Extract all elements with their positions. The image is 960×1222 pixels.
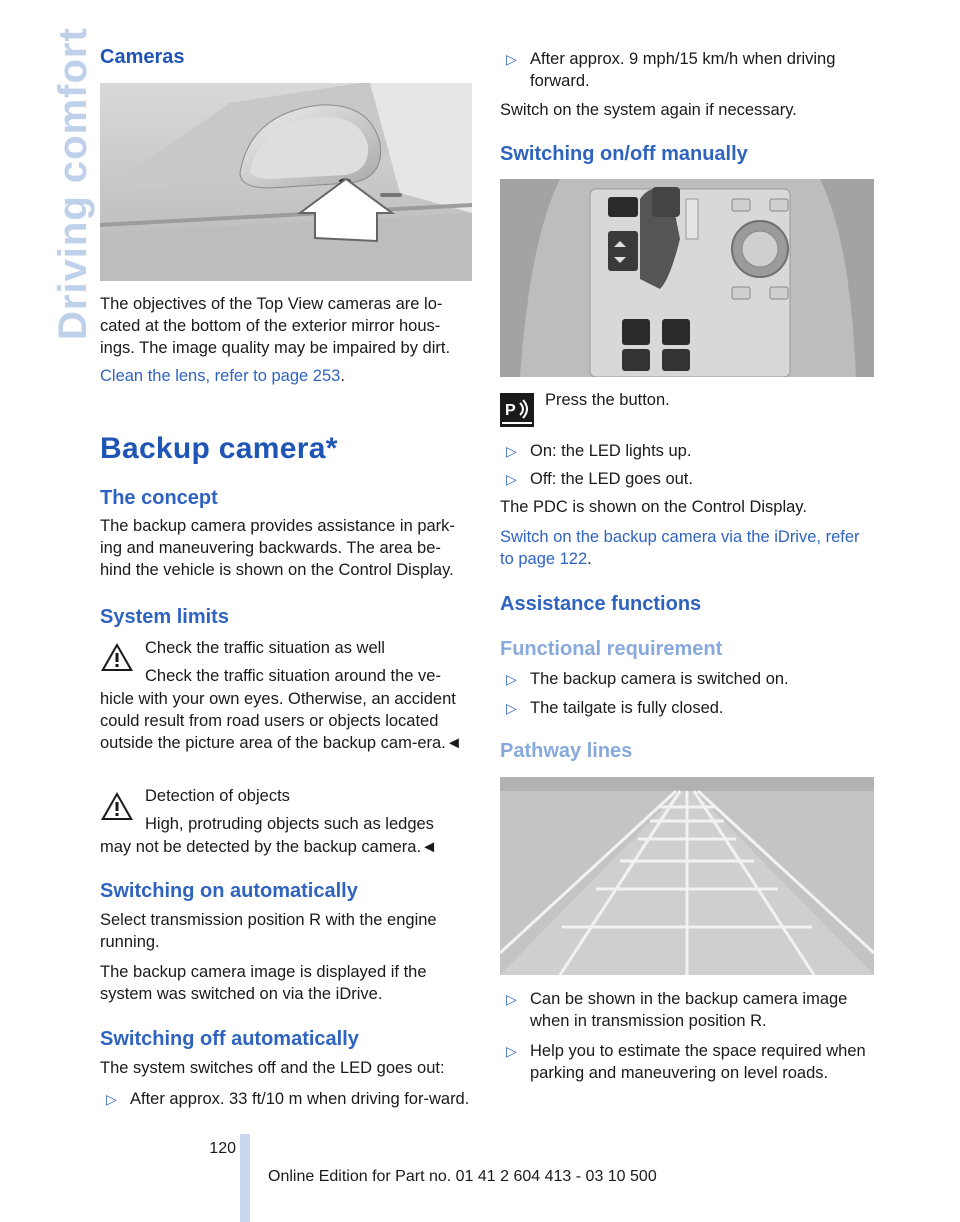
list-item — [500, 668, 874, 690]
list-item — [500, 697, 874, 719]
concept-heading: The concept — [100, 487, 218, 509]
auto-on-paragraph-2: The backup camera image is displayed if the system was switched on via the iDrive. — [100, 963, 427, 1003]
warning-triangle-icon — [100, 642, 134, 672]
bullet-arrow-icon: ▷ — [506, 471, 517, 487]
auto-off-bullet-1: After approx. 33 ft/10 m when driving for-ward. — [130, 1090, 470, 1108]
warning2-title: Detection of objects — [145, 787, 290, 805]
warning1-body: hicle with your own eyes. Otherwise, an accident could result from road users or objects located outside the picture area of the backup cam-era.◄ — [100, 690, 463, 752]
bullet-arrow-icon: ▷ — [506, 671, 517, 687]
pdc-text: The PDC is shown on the Control Display. — [500, 498, 807, 516]
list-item — [100, 1088, 472, 1110]
list-item — [500, 468, 874, 490]
footer-divider-bar — [240, 1134, 250, 1222]
console-illustration-svg — [500, 179, 874, 377]
list-item — [500, 1040, 874, 1084]
warning-triangle-icon — [100, 791, 134, 821]
press-button-text: Press the button. — [545, 391, 670, 409]
cameras-heading: Cameras — [100, 46, 185, 68]
system-limits-heading: System limits — [100, 606, 229, 628]
list-item — [500, 440, 874, 462]
clean-lens-link[interactable]: Clean the lens, refer to page 253 — [100, 367, 341, 385]
requirement-bullet-1: The backup camera is switched on. — [530, 670, 789, 688]
bullet-arrow-icon: ▷ — [506, 443, 517, 459]
clean-lens-period: . — [340, 367, 345, 385]
switching-off-automatically-heading: Switching off automatically — [100, 1028, 359, 1050]
functional-requirement-heading: Functional requirement — [500, 638, 723, 660]
clean-lens-reference — [100, 365, 472, 387]
bullet-arrow-icon: ▷ — [506, 991, 517, 1007]
bullet-on: On: the LED lights up. — [530, 442, 692, 460]
list-item — [500, 988, 874, 1032]
list-item — [500, 48, 874, 92]
pathway-bullet-1: Can be shown in the backup camera image when in transmission position R. — [530, 990, 848, 1030]
mirror-camera-illustration — [100, 83, 472, 281]
cameras-paragraph: The objectives of the Top View cameras are lo-cated at the bottom of the exterior mirror hous-ings. The image quality may be impaired by dirt. — [100, 295, 451, 357]
backup-camera-heading: Backup camera* — [100, 432, 338, 465]
footer-edition-text: Online Edition for Part no. 01 41 2 604 413 - 03 10 500 — [268, 1168, 657, 1185]
pathway-lines-heading: Pathway lines — [500, 740, 633, 762]
concept-paragraph: The backup camera provides assistance in park-ing and maneuvering backwards. The area be-hind the vehicle is shown on the Control Display. — [100, 517, 455, 579]
pathway-grid-svg — [500, 777, 874, 975]
bullet-arrow-icon: ▷ — [506, 51, 517, 67]
warning2-body: may not be detected by the backup camera.◄ — [100, 838, 438, 856]
bullet-arrow-icon: ▷ — [506, 1043, 517, 1059]
svg-text:P: P — [505, 402, 516, 419]
mirror-illustration-svg — [100, 83, 472, 281]
assistance-functions-heading: Assistance functions — [500, 593, 702, 615]
auto-off-paragraph: The system switches off and the LED goes out: — [100, 1059, 445, 1077]
bullet-9mph: After approx. 9 mph/15 km/h when driving forward. — [530, 50, 836, 90]
center-console-illustration — [500, 179, 874, 377]
warning1-first-line: Check the traffic situation around the ve- — [145, 667, 441, 685]
requirement-bullet-2: The tailgate is fully closed. — [530, 699, 724, 717]
bullet-arrow-icon: ▷ — [106, 1091, 117, 1107]
manual-switching-heading: Switching on/off manually — [500, 143, 748, 165]
pathway-bullet-2: Help you to estimate the space required when parking and maneuvering on level roads. — [530, 1042, 866, 1082]
page-number: 120 — [209, 1140, 236, 1157]
pdc-button-icon — [500, 393, 534, 427]
warning2-first-line: High, protruding objects such as ledges — [145, 815, 434, 833]
idrive-reference — [500, 526, 874, 570]
chapter-title: Driving comfort — [51, 27, 95, 340]
idrive-period: . — [587, 550, 592, 568]
switch-again-text: Switch on the system again if necessary. — [500, 101, 797, 119]
bullet-off: Off: the LED goes out. — [530, 470, 693, 488]
pathway-lines-illustration — [500, 777, 874, 975]
bullet-arrow-icon: ▷ — [506, 700, 517, 716]
chapter-side-tab — [4, 27, 95, 340]
switching-on-automatically-heading: Switching on automatically — [100, 880, 358, 902]
auto-on-paragraph-1: Select transmission position R with the engine running. — [100, 911, 437, 951]
warning1-title: Check the traffic situation as well — [145, 639, 385, 657]
idrive-link[interactable]: Switch on the backup camera via the iDrive, refer to page 122 — [500, 528, 860, 568]
